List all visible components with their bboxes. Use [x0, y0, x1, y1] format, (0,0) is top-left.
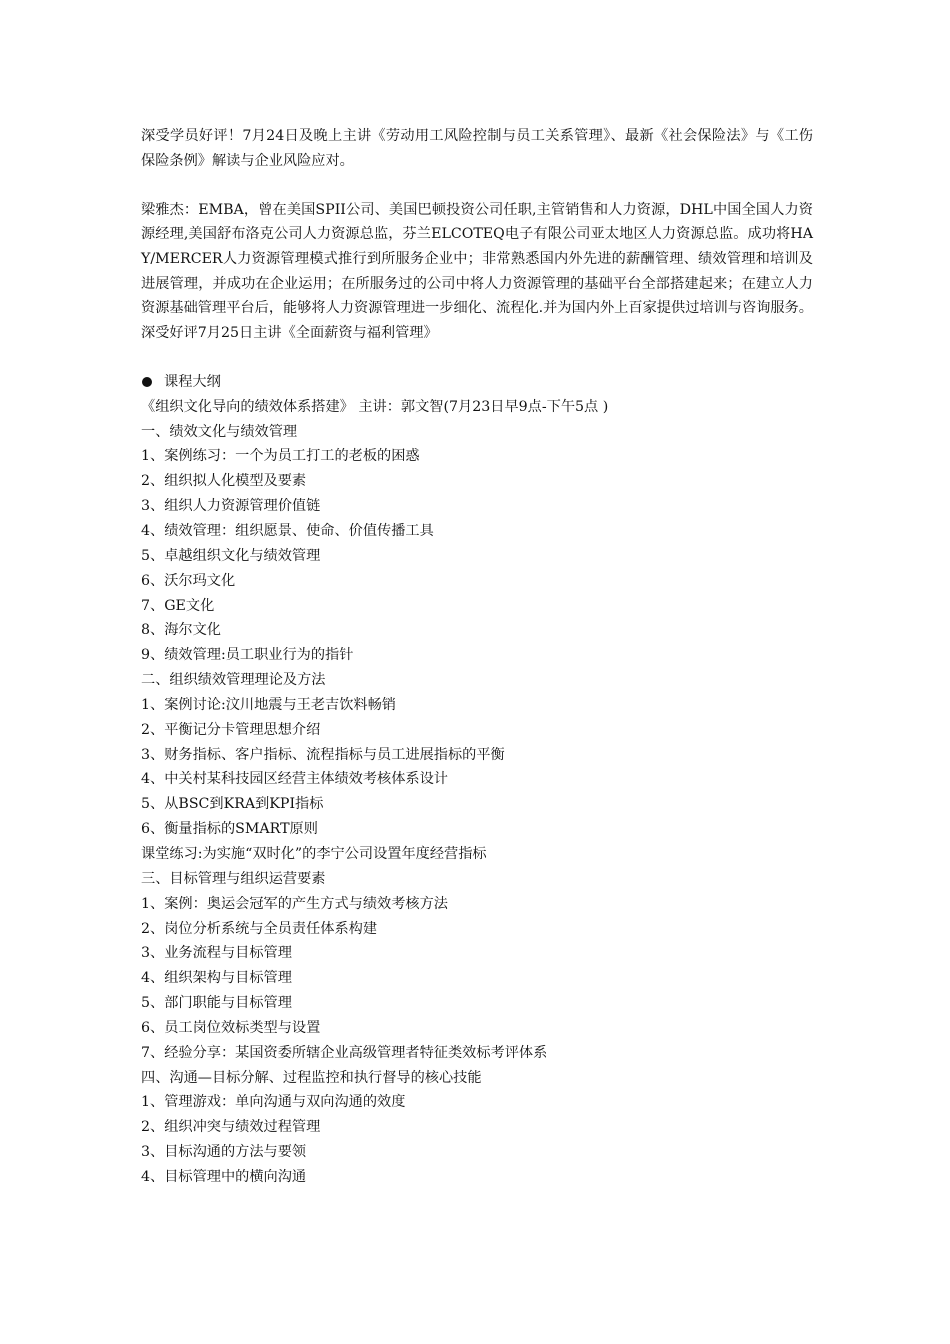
- outline-line: 4、绩效管理：组织愿景、使命、价值传播工具: [141, 523, 434, 539]
- outline-line: 6、沃尔玛文化: [141, 572, 236, 589]
- outline-line: 3、目标沟通的方法与要领: [141, 1144, 307, 1161]
- outline-line: 1、案例：奥运会冠军的产生方式与绩效考核方法: [141, 895, 448, 912]
- instructor-bio-paragraph: 梁雅杰：EMBA，曾在美国SPII公司、美国巴顿投资公司任职,主管销售和人力资源，DHL中国全国人力资源经理,美国舒布洛克公司人力资源总监，芬兰ELCOTEQ电子有限公司亚太地区人力资源总监。成功将HAY/MERCER人力资源管理模式推行到所服务企业中；非常熟悉国内外先进的薪酬管理、绩效管理和培训及进展管理，并成功在企业运用；在所服务过的公司中将人力资源管理的基础平台全部搭建起来；在建立人力资源基础管理平台后，能够将人力资源管理进一步细化、流程化.并为国内外上百家提供过培训与咨询服务。深受好评7月25日主讲《全面薪资与福利管理》: [141, 201, 813, 341]
- outline-line: 7、经验分享：某国资委所辖企业高级管理者特征类效标考评体系: [141, 1044, 548, 1061]
- outline-line: 4、组织架构与目标管理: [141, 970, 292, 987]
- outline-line: 2、平衡记分卡管理思想介绍: [141, 721, 321, 738]
- outline-line: 4、中关村某科技园区经营主体绩效考核体系设计: [141, 771, 448, 788]
- outline-line: 4、目标管理中的横向沟通: [141, 1168, 307, 1185]
- outline-line: 1、案例练习：一个为员工打工的老板的困惑: [141, 448, 420, 465]
- outline-line: 1、案例讨论:汶川地震与王老吉饮料畅销: [141, 696, 396, 713]
- outline-line: 7、GE文化: [141, 597, 215, 614]
- outline-line: 2、组织冲突与绩效过程管理: [141, 1119, 321, 1136]
- outline-line: 3、财务指标、客户指标、流程指标与员工进展指标的平衡: [141, 746, 505, 763]
- outline-line: 二、组织绩效管理理论及方法: [141, 672, 326, 689]
- paragraph-gap: [141, 173, 813, 198]
- outline-line: 6、衡量指标的SMART原则: [141, 821, 318, 838]
- outline-line: 6、员工岗位效标类型与设置: [141, 1019, 321, 1036]
- outline-line: 三、目标管理与组织运营要素: [141, 870, 326, 887]
- outline-line: 课堂练习:为实施“双时化”的李宁公司设置年度经营指标: [141, 845, 487, 862]
- document-page: [141, 124, 813, 1190]
- outline-line: 5、卓越组织文化与绩效管理: [141, 547, 321, 564]
- outline-line: 5、从BSC到KRA到KPI指标: [141, 796, 324, 813]
- outline-line: 1、管理游戏：单向沟通与双向沟通的效度: [141, 1094, 406, 1111]
- course-title-line: 《组织文化导向的绩效体系搭建》 主讲：郭文智(7月23日早9点-下午5点 ): [141, 398, 609, 415]
- outline-line: 5、部门职能与目标管理: [141, 995, 292, 1012]
- intro-paragraph-1: 深受学员好评！7月24日及晚上主讲《劳动用工风险控制与员工关系管理》、最新《社会保险法》与《工伤保险条例》解读与企业风险应对。: [141, 128, 813, 169]
- outline-line: 一、绩效文化与绩效管理: [141, 423, 298, 440]
- outline-line: 8、海尔文化: [141, 622, 221, 639]
- outline-heading-row: [141, 370, 813, 395]
- paragraph-gap: [141, 345, 813, 370]
- outline-line: 2、岗位分析系统与全员责任体系构建: [141, 920, 378, 937]
- outline-line: 3、组织人力资源管理价值链: [141, 498, 321, 515]
- outline-line: 2、组织拟人化模型及要素: [141, 473, 307, 490]
- outline-line: 9、绩效管理:员工职业行为的指针: [141, 647, 354, 664]
- outline-line: 四、沟通—目标分解、过程监控和执行督导的核心技能: [141, 1069, 482, 1086]
- outline-line: 3、业务流程与目标管理: [141, 945, 292, 962]
- outline-list: [141, 420, 813, 1190]
- outline-heading: 课程大纲: [164, 373, 221, 390]
- black-circle-icon: [142, 377, 152, 387]
